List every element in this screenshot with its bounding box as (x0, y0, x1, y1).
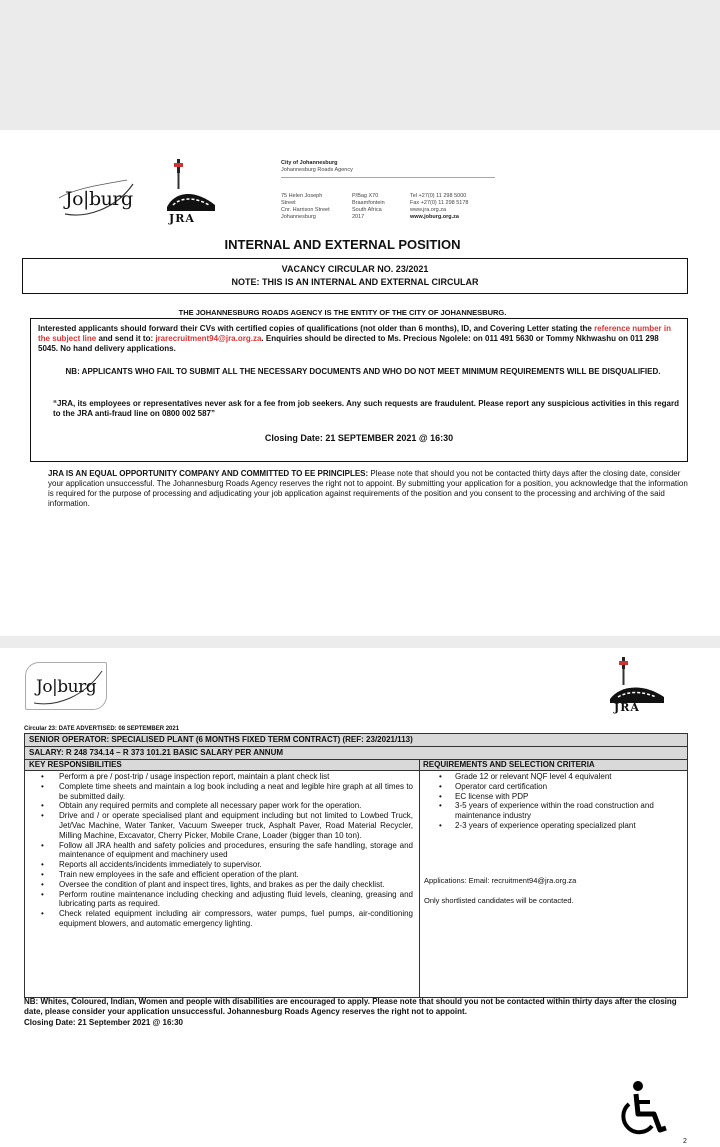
ee-text: Please note that should you not be contacted thirty days after the closing date, consider your application unsuccessful. The Johannesburg Roads Agency reserves the right not to appoint. By submitting your application for a position, you acknowledge that the information is required for the purpose of processing and adjudicating your job application against requirements of the position and you consent to the processing and archiving of the said information. (48, 469, 688, 508)
apply-text: and send it to: (96, 334, 156, 343)
list-item: • Operator card certification (421, 782, 685, 792)
application-instructions (38, 324, 678, 354)
list-item: • Obtain any required permits and complete all necessary paper work for the operation. (25, 801, 417, 811)
contact-block (410, 193, 500, 221)
circular-date-line: Circular 23: DATE ADVERTISED: 08 SEPTEMBER 2021 (24, 726, 180, 732)
closing-footer: Closing Date: 21 September 2021 @ 16:30 (24, 1018, 183, 1027)
letterhead (281, 160, 491, 178)
postal-line: P/Bag X70 (352, 193, 379, 199)
postal-block (352, 193, 407, 221)
list-item: • Grade 12 or relevant NQF level 4 equivalent (421, 772, 685, 782)
info-box (30, 318, 688, 462)
list-item: • 2-3 years of experience operating specialized plant (421, 821, 685, 831)
ee-paragraph (48, 469, 690, 509)
address-line: Street (281, 200, 296, 206)
position-title-row (25, 734, 687, 747)
position-title: SENIOR OPERATOR: SPECIALISED PLANT (6 MONTHS FIXED TERM CONTRACT) (REF: 23/2021/113) (29, 735, 413, 744)
jra-logo-text: JRA (614, 701, 640, 714)
list-item: • Oversee the condition of plant and inspect tires, lights, and brakes as per the daily checklist. (25, 880, 417, 890)
circular-box (22, 258, 688, 294)
joburg-logo-text: Jo|burg (65, 188, 133, 210)
contact-line: Tel +27(0) 11 298 5000 (410, 193, 467, 199)
list-item: • Drive and / or operate specialised plant and equipment including but not limited to Lowbed Truck, Jet/Vac Machine, Water Tanker, Vacuum Sweeper truck, Asphalt Paver, Road Material Recycler, Milling Machine, Excavator, Cherry Picker, Mobile Crane, Loader (bigger than 10 ton). (25, 811, 417, 840)
letterhead-rule (281, 177, 495, 178)
list-item: • Follow all JRA health and safety policies and procedures, ensuring the safe handling, storage and maintenance of equipment and machinery used (25, 841, 417, 861)
postal-line: South Africa (352, 207, 382, 213)
address-block (281, 193, 351, 221)
list-item: • Check related equipment including air compressors, water pumps, fuel pumps, air-conditioning equipment blowers, and automatic emergency lighting. (25, 909, 417, 929)
salary-row (25, 747, 687, 760)
joburg-logo (55, 178, 137, 220)
list-item: • 3-5 years of experience within the road construction and maintenance industry (421, 801, 685, 821)
postal-line: 2017 (352, 214, 365, 220)
circular-number: VACANCY CIRCULAR NO. 23/2021 (281, 264, 429, 274)
joburg-logo-text: Jo|burg (36, 677, 97, 697)
entity-line: THE JOHANNESBURG ROADS AGENCY IS THE ENTITY OF THE CITY OF JOHANNESBURG. (178, 308, 507, 317)
page-divider-band (0, 636, 720, 648)
list-item: • Reports all accidents/incidents immediately to supervisor. (25, 860, 417, 870)
list-item: • Perform routine maintenance including checking and adjusting fluid levels, cleaning, greasing and lubricating parts as required. (25, 890, 417, 910)
apply-text: Interested applicants should forward their CVs with certified copies of qualifications (not older than 6 months), ID, and Covering Letter stating the (38, 324, 595, 333)
responsibilities-list (25, 772, 417, 929)
fraud-notice: “JRA, its employees or representatives never ask for a fee from job seekers. Any such requests are fraudulent. Please report any suspicious activities in this regard to the JRA anti-fraud line on 0800 002 587” (53, 399, 679, 418)
list-item: • Train new employees in the safe and efficient operation of the plant. (25, 870, 417, 880)
wheelchair-accessibility-icon (616, 1080, 672, 1140)
col-header-requirements: REQUIREMENTS AND SELECTION CRITERIA (423, 760, 595, 769)
jra-logo (165, 155, 217, 225)
column-header-row (25, 760, 687, 771)
list-item: • Perform a pre / post-trip / usage inspection report, maintain a plant check list (25, 772, 417, 782)
col-header-responsibilities: KEY RESPONSIBILITIES (29, 760, 122, 769)
list-item: • EC license with PDP (421, 792, 685, 802)
jra-tower-icon (608, 655, 666, 705)
salary: SALARY: R 248 734.14 – R 373 101.21 BASIC SALARY PER ANNUM (29, 748, 284, 757)
closing-date: Closing Date: 21 SEPTEMBER 2021 @ 16:30 (264, 433, 454, 443)
requirements-list (421, 772, 685, 831)
nb-footer: NB: Whites, Coloured, Indian, Women and people with disabilities are encouraged to apply. Please note that should you not be contacted within thirty days after the closing date, please consider your application unsuccessful. Johannesburg Roads Agency reserves the right not to appoint. (24, 997, 677, 1016)
jra-logo-text: JRA (169, 212, 195, 225)
shortlisted-note: Only shortlisted candidates will be contacted. (424, 896, 574, 905)
contact-line[interactable]: www.joburg.org.za (410, 214, 459, 220)
list-item: • Complete time sheets and maintain a log book including a neat and legible hire graph at all times to be submitted daily. (25, 782, 417, 802)
top-gray-band (0, 0, 720, 130)
applications-email[interactable]: Applications: Email: recruitment94@jra.org.za (424, 876, 577, 885)
jra-logo-2 (608, 655, 666, 715)
circular-note: NOTE: THIS IS AN INTERNAL AND EXTERNAL CIRCULAR (231, 277, 479, 287)
contact-line[interactable]: www.jra.org.za (410, 207, 447, 213)
address-line: Johannesburg (281, 214, 316, 220)
ee-heading: JRA IS AN EQUAL OPPORTUNITY COMPANY AND COMMITTED TO EE PRINCIPLES: (48, 469, 369, 478)
postal-line: Braamfontein (352, 200, 385, 206)
apply-email-link[interactable]: jrarecruitment94@jra.org.za (155, 334, 262, 343)
jra-tower-icon (165, 155, 217, 215)
position-table (24, 733, 688, 998)
address-line: Cnr. Harrison Street (281, 207, 330, 213)
page-title: INTERNAL AND EXTERNAL POSITION (224, 237, 461, 252)
org-name: City of Johannesburg (281, 160, 338, 166)
apply-highlight: reference number in the subject line (38, 324, 671, 343)
page-number: 2 (683, 1138, 687, 1145)
address-line: 75 Helen Joseph (281, 193, 323, 199)
column-divider (419, 760, 420, 997)
org-subname: Johannesburg Roads Agency (281, 167, 353, 173)
contact-line: Fax +27(0) 11 298 5178 (410, 200, 469, 206)
apply-text: . Enquiries should be directed to Ms. Precious Ngolele: on 011 491 5630 or Tommy Nkhwashu on 011 298 5045. No hand delivery applications. (38, 334, 659, 353)
disqualification-notice: NB: APPLICANTS WHO FAIL TO SUBMIT ALL THE NECESSARY DOCUMENTS AND WHO DO NOT MEET MINIMUM REQUIREMENTS WILL BE DISQUALIFIED. (65, 367, 661, 376)
joburg-logo-2 (25, 662, 107, 710)
